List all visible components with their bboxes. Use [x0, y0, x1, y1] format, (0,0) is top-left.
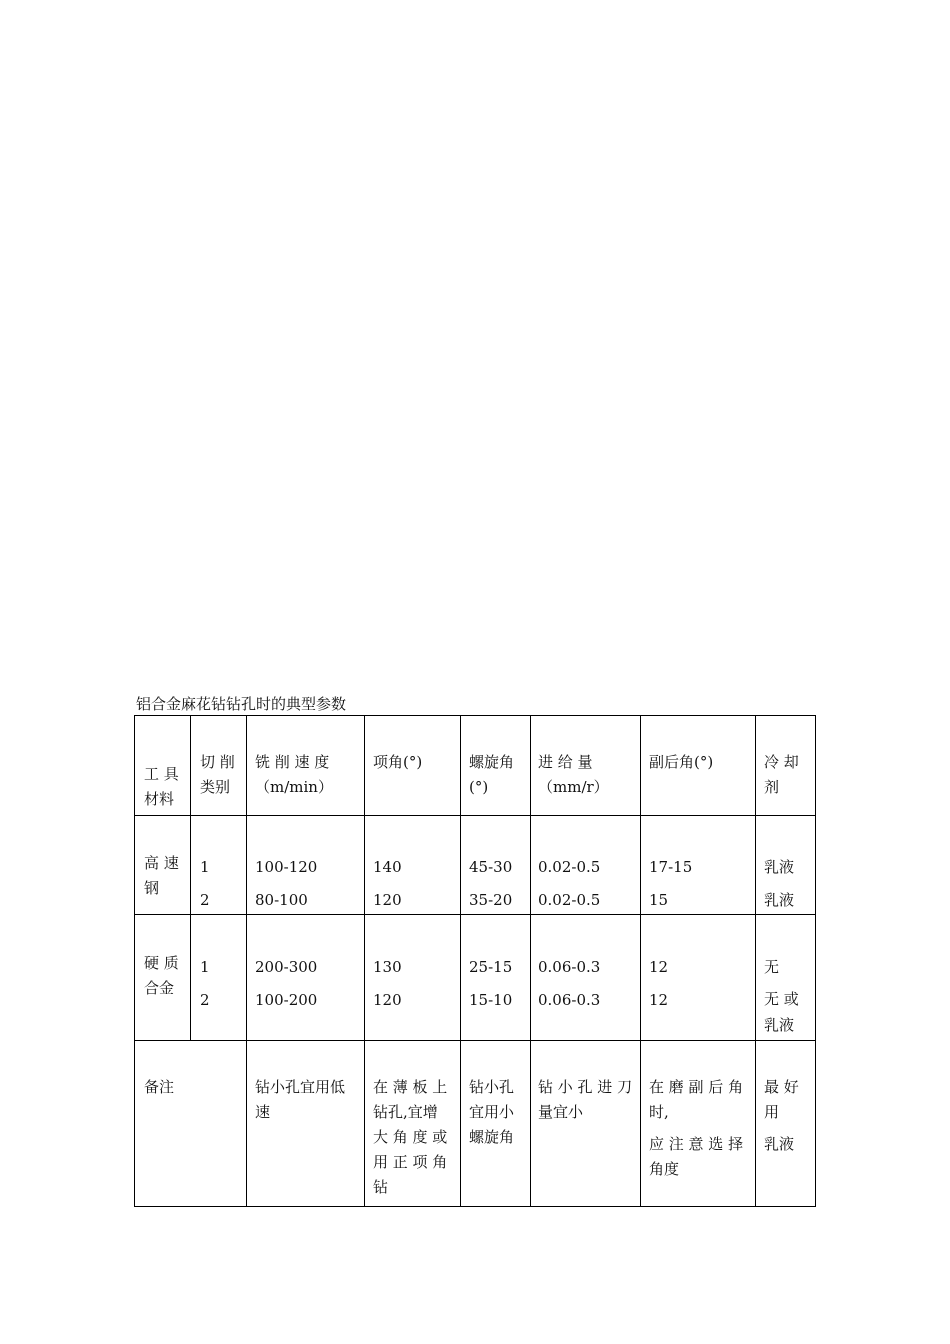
remarks-coolant: 最 好 用 乳液 — [764, 1078, 799, 1153]
column-divider — [640, 715, 641, 1207]
row-hss-helix-angle: 45-30 35-20 — [469, 858, 513, 909]
remarks-point-angle: 在 薄 板 上 钻孔,宜增 大 角 度 或 用 正 项 角 钻 — [373, 1078, 448, 1196]
header-material: 工 具 材料 — [144, 765, 179, 808]
row-carbide-feed: 0.06-0.3 0.06-0.3 — [538, 958, 601, 1009]
row-carbide-point-angle: 130 120 — [373, 958, 402, 1009]
row-divider — [134, 1040, 816, 1041]
header-coolant: 冷 却 剂 — [764, 753, 799, 796]
table-caption: 铝合金麻花钻钻孔时的典型参数 — [136, 695, 347, 713]
row-carbide-coolant: 无 无 或 乳液 — [764, 958, 799, 1034]
row-hss-coolant: 乳液 乳液 — [764, 858, 795, 909]
remarks-helix-angle: 钻小孔 宜用小 螺旋角 — [469, 1078, 515, 1146]
row-divider — [134, 815, 816, 816]
table-border-left — [134, 715, 135, 1207]
header-category: 切 削 类别 — [200, 753, 235, 796]
table-border-top — [134, 715, 816, 716]
row-hss-feed: 0.02-0.5 0.02-0.5 — [538, 858, 601, 909]
column-divider — [755, 715, 756, 1207]
header-speed: 铣 削 速 度 （m/min） — [255, 753, 333, 796]
row-carbide-material: 硬 质 合金 — [144, 954, 179, 997]
table-border-right — [815, 715, 816, 1207]
remarks-speed: 钻小孔宜用低 速 — [255, 1078, 346, 1121]
header-feed: 进 给 量 （mm/r） — [538, 753, 609, 796]
column-divider — [530, 715, 531, 1207]
row-carbide-helix-angle: 25-15 15-10 — [469, 958, 513, 1009]
row-carbide-category: 1 2 — [200, 958, 210, 1009]
column-divider — [364, 715, 365, 1207]
header-clearance: 副后角(°) — [649, 753, 714, 771]
row-hss-point-angle: 140 120 — [373, 858, 402, 909]
column-divider — [460, 715, 461, 1207]
remarks-feed: 钻 小 孔 进 刀 量宜小 — [538, 1078, 633, 1121]
row-hss-category: 1 2 — [200, 858, 210, 909]
row-carbide-clearance: 12 12 — [649, 958, 669, 1009]
row-hss-speed: 100-120 80-100 — [255, 858, 318, 909]
header-point-angle: 项角(°) — [373, 753, 423, 771]
header-helix-angle: 螺旋角 (°) — [469, 753, 515, 796]
column-divider — [246, 715, 247, 1207]
column-divider — [190, 715, 191, 1040]
table-border-bottom — [134, 1206, 816, 1207]
row-carbide-speed: 200-300 100-200 — [255, 958, 318, 1009]
remarks-clearance: 在 磨 副 后 角 时, 应 注 意 选 择 角度 — [649, 1078, 744, 1178]
remarks-label: 备注 — [144, 1078, 175, 1096]
parameter-table — [134, 715, 816, 1207]
row-hss-material: 高 速 钢 — [144, 854, 179, 897]
row-hss-clearance: 17-15 15 — [649, 858, 693, 909]
